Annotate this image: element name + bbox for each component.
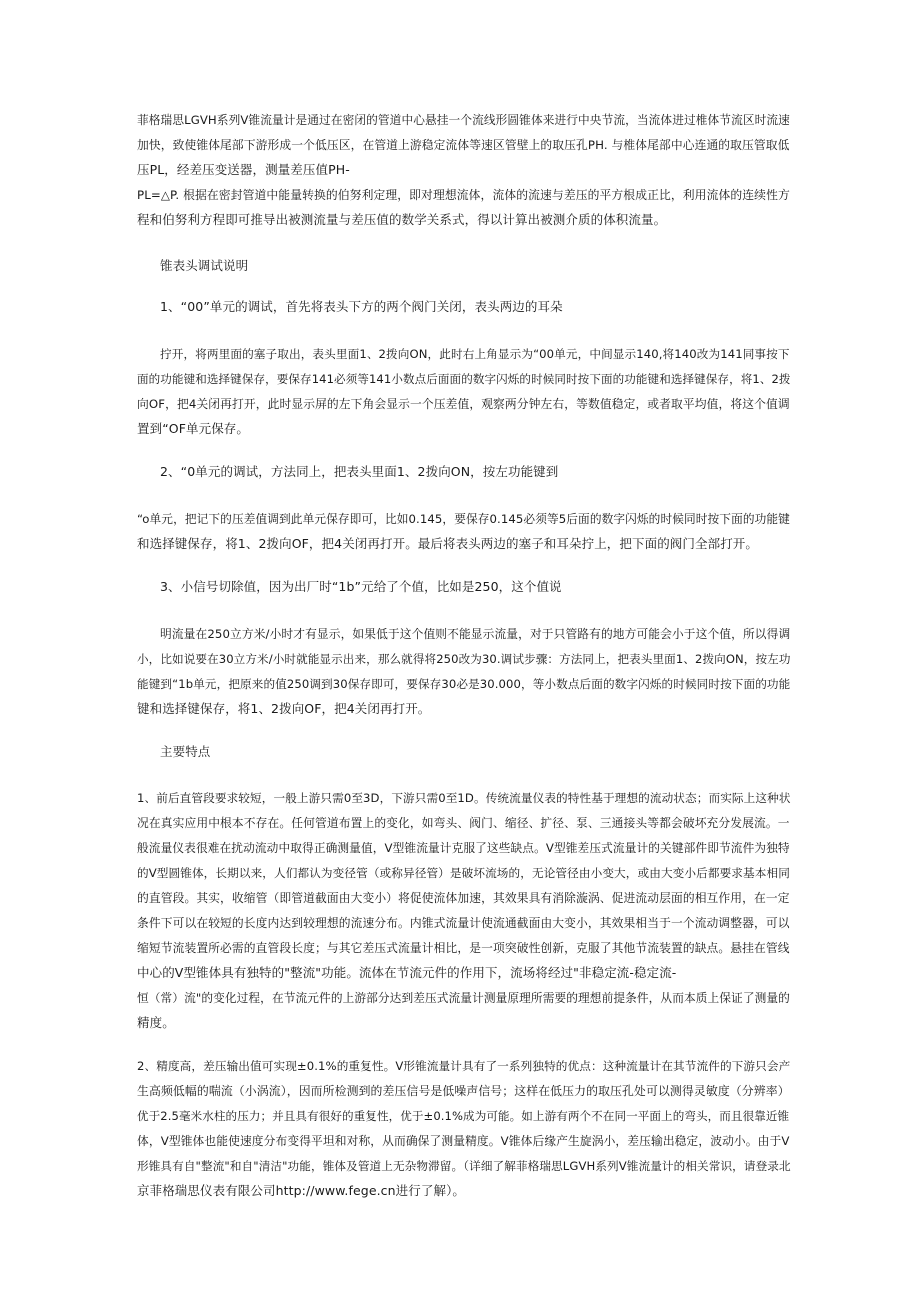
feature2-line: 形锥具有自"整流"和自"清洁"功能，锥体及管道上无杂物滞留。（详细了解菲格瑞思LGVH系列V锥流量计的相关常识，请登录北 [137, 1159, 791, 1173]
feature1-line: 中心的V型锥体具有独特的"整流"功能。流体在节流元件的作用下，流场将经过"非稳定流-稳定流- [137, 965, 677, 980]
feature1-line: 的V型圆锥体，长期以来，人们都认为变径管（或称异径管）是破坏流场的，无论管径由小变大，或由大变小后都要求基本相同 [137, 866, 790, 880]
step3-line: 明流量在250立方米/小时才有显示，如果低于这个值则不能显示流量，对于只管路有的地方可能会小于这个值，所以得调 [160, 627, 791, 641]
step1-line: 置到“OF单元保存。 [137, 421, 250, 436]
feature2-line: 2、精度高，差压输出值可实现±0.1%的重复性。V形锥流量计具有了一系列独特的优点：这种流量计在其节流件的下游只会产 [137, 1059, 791, 1073]
step1-line: 向OF，把4关闭再打开，此时显示屏的左下角会显示一个压差值，观察两分钟左右，等数值稳定，或者取平均值，将这个值调 [137, 397, 790, 411]
intro-line: 菲格瑞思LGVH系列V锥流量计是通过在密闭的管道中心悬挂一个流线形圆锥体来进行中央节流，当流体进过椎体节流区时流速 [137, 113, 790, 127]
step1-line: 拧开，将两里面的塞子取出，表头里面1、2拨向ON，此时右上角显示为“00单元，中间显示140,将140改为141同事按下 [160, 347, 790, 361]
feature1-line: 精度。 [137, 1015, 175, 1030]
section-heading-debug: 锥表头调试说明 [160, 258, 249, 273]
section-heading-features: 主要特点 [160, 744, 211, 759]
intro-line: 程和伯努利方程即可推导出被测流量与差压值的数学关系式，得以计算出被测介质的体积流量。 [137, 212, 667, 227]
step1-line: 面的功能键和选择键保存，要保存141必须等141小数点后面面的数字闪烁的时候同时按下面的功能键和选择键保存，将1、2拨 [137, 372, 791, 386]
feature2-line: 优于2.5毫米水柱的压力；并且具有很好的重复性，优于±0.1%成为可能。如上游有两个不在同一平面上的弯头，而且很靠近锥 [137, 1109, 790, 1123]
feature1-line: 般流量仪表很难在扰动流动中取得正确测量值，V型锥流量计克服了这些缺点。V型锥差压式流量计的关键部件即节流件为独特 [137, 841, 790, 855]
feature1-line: 1、前后直管段要求较短，一般上游只需0至3D，下游只需0至1D。传统流量仪表的特性基于理想的流动状态；而实际上这种状 [137, 791, 791, 805]
intro-line: 压PL，经差压变送器，测量差压值PH- [137, 162, 350, 177]
feature2-line: 生高频低幅的喘流（小涡流），因而所检测到的差压信号是低噪声信号；这样在低压力的取压孔处可以测得灵敏度（分辨率） [137, 1084, 790, 1098]
step2-line: 和选择键保存，将1、2拨向OF，把4关闭再打开。最后将表头两边的塞子和耳朵拧上，把下面的阀门全部打开。 [137, 536, 758, 551]
step3-line: 能键到“1b单元，把原来的值250调到30保存即可，要保存30必是30.000，等小数点后面的数字闪烁的时候同时按下面的功能 [137, 677, 791, 691]
feature2-line: 京菲格瑞思仪表有限公司http://www.fege.cn进行了解）。 [137, 1183, 466, 1198]
feature1-line: 况在真实应用中根本不存在。任何管道布置上的变化，如弯头、阀门、缩径、扩径、泵、三通接头等都会破坏充分发展流。一 [137, 816, 790, 830]
feature1-line: 恒（常）流"的变化过程，在节流元件的上游部分达到差压式流量计测量原理所需要的理想前提条件，从而本质上保证了测量的 [137, 991, 790, 1005]
feature1-line: 条件下可以在较短的长度内达到较理想的流速分布。内锥式流量计使流通截面由大变小，其效果相当于一个流动调整器，可以 [137, 916, 790, 930]
step3-title: 3、小信号切除值，因为出厂时“1b”元给了个值，比如是250，这个值说 [160, 579, 562, 594]
feature2-line: 体，V型锥体也能使速度分布变得平坦和对称，从而确保了测量精度。V锥体后缘产生旋涡小，差压输出稳定，波动小。由于V [137, 1134, 790, 1148]
feature1-line: 的直管段。其实，收缩管（即管道截面由大变小）将促使流体加速，其效果具有消除漩涡、促进流动层面的相互作用，在一定 [137, 891, 790, 905]
intro-line: 加快，致使锥体尾部下游形成一个低压区，在管道上游稳定流体等速区管壁上的取压孔PH. 与椎体尾部中心连通的取压管取低 [137, 138, 790, 152]
step1-title: 1、“00”单元的调试，首先将表头下方的两个阀门关闭，表头两边的耳朵 [160, 299, 563, 314]
feature1-line: 缩短节流装置所必需的直管段长度；与其它差压式流量计相比，是一项突破性创新，克服了其他节流装置的缺点。悬挂在管线 [137, 941, 790, 955]
intro-line: PL=△P. 根据在密封管道中能量转换的伯努利定理，即对理想流体，流体的流速与差压的平方根成正比，利用流体的连续性方 [137, 188, 790, 202]
step3-line: 键和选择键保存，将1、2拨向OF，把4关闭再打开。 [137, 701, 431, 716]
step2-line: “o单元，把记下的压差值调到此单元保存即可，比如0.145，要保存0.145必须等5后面的数字闪烁的时候同时按下面的功能键 [137, 512, 790, 526]
step3-line: 小，比如说要在30立方米/小时就能显示出来，那么就得将250改为30.调试步骤：方法同上，把表头里面1、2拨向ON，按左功 [137, 652, 791, 666]
step2-title: 2、“0单元的调试，方法同上，把表头里面1、2拨向ON，按左功能键到 [160, 464, 559, 479]
